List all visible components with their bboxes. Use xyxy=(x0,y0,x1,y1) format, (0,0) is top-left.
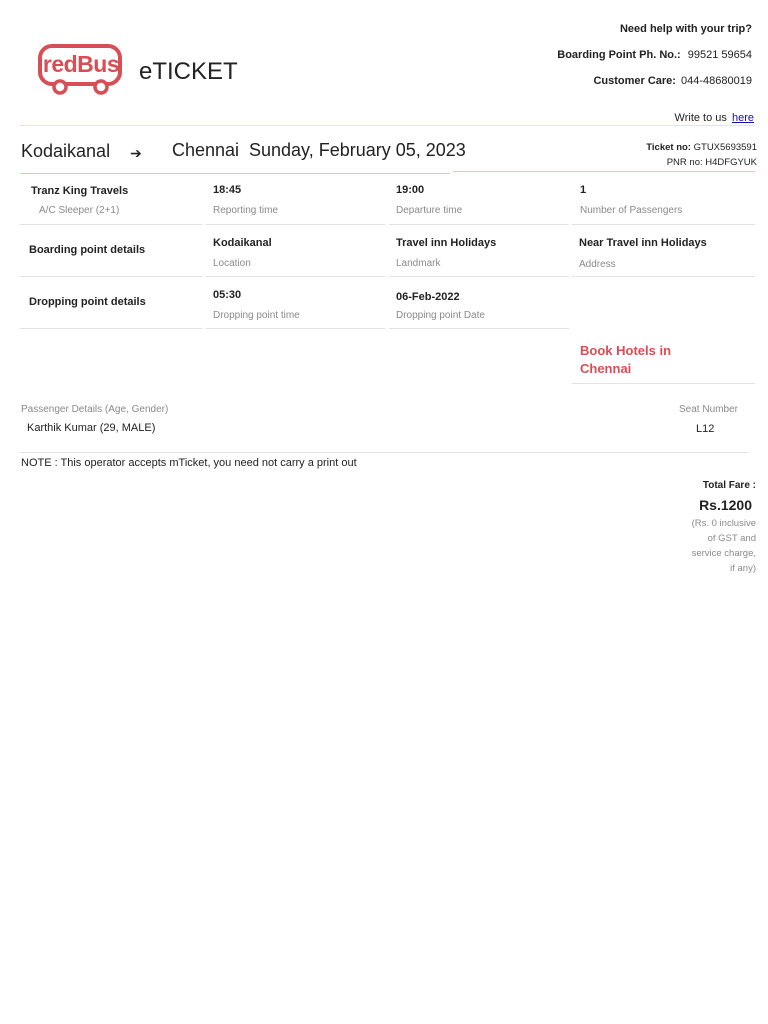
seat-number-label: Seat Number xyxy=(679,404,738,415)
total-fare-label: Total Fare : xyxy=(702,480,756,491)
row3-divider-b xyxy=(205,328,385,329)
boarding-address-label: Address xyxy=(579,259,616,270)
ticket-number xyxy=(646,142,757,153)
pnr-number xyxy=(667,157,757,168)
boarding-location-label: Location xyxy=(213,258,251,269)
row2-divider-b xyxy=(205,276,385,277)
document-title: eTICKET xyxy=(139,58,238,85)
hotels-divider xyxy=(572,383,755,384)
book-hotels-link[interactable] xyxy=(580,342,671,378)
route-arrow-icon: ➔ xyxy=(130,145,142,161)
boarding-address-value: Near Travel inn Holidays xyxy=(579,237,707,249)
journey-date: Sunday, February 05, 2023 xyxy=(249,140,466,160)
seat-number-value: L12 xyxy=(696,423,715,435)
boarding-landmark-value: Travel inn Holidays xyxy=(396,237,497,249)
pnr-value: H4DFGYUK xyxy=(705,157,757,168)
departure-time-label: Departure time xyxy=(396,205,463,216)
row2-divider-c xyxy=(389,276,569,277)
customer-care-value: 044-48680019 xyxy=(681,75,752,87)
logo-wordmark: redBus xyxy=(42,51,120,77)
row1-divider-c xyxy=(389,224,569,225)
reporting-time-value: 18:45 xyxy=(213,184,242,196)
fare-note-line: (Rs. 0 inclusive xyxy=(691,518,756,529)
help-heading: Need help with your trip? xyxy=(619,23,752,35)
route-divider-right xyxy=(453,171,755,172)
boarding-phone-label: Boarding Point Ph. No.: xyxy=(557,49,681,61)
redbus-logo xyxy=(38,43,124,97)
boarding-location-value: Kodaikanal xyxy=(213,237,272,249)
dropping-section-title: Dropping point details xyxy=(29,296,146,308)
row2-divider-a xyxy=(20,276,202,277)
dropping-time-label: Dropping point time xyxy=(213,310,300,321)
fare-note-line: service charge, xyxy=(691,548,756,559)
boarding-section-title: Boarding point details xyxy=(29,244,146,256)
customer-care-row xyxy=(593,75,752,87)
row1-divider-a xyxy=(20,224,202,225)
mticket-note: NOTE : This operator accepts mTicket, you need not carry a print out xyxy=(21,457,357,469)
fare-note xyxy=(692,516,756,576)
passenger-name: Karthik Kumar (29, MALE) xyxy=(27,422,156,434)
header-divider xyxy=(20,125,755,126)
route-from: Kodaikanal xyxy=(21,141,111,161)
row3-divider-a xyxy=(20,328,202,329)
row3-divider-c xyxy=(389,328,569,329)
operator-name: Tranz King Travels xyxy=(31,185,129,197)
passenger-divider xyxy=(20,452,748,453)
boarding-landmark-label: Landmark xyxy=(396,258,441,269)
write-to-us-text: Write to us xyxy=(674,112,727,124)
write-to-us-row xyxy=(675,112,754,124)
passenger-details-label: Passenger Details (Age, Gender) xyxy=(21,404,169,415)
boarding-phone-value: 99521 59654 xyxy=(687,49,752,61)
ticket-number-value: GTUX5693591 xyxy=(693,142,757,153)
row1-divider-b xyxy=(205,224,385,225)
dropping-time-value: 05:30 xyxy=(213,289,242,301)
book-hotels-line2: Chennai xyxy=(580,361,632,376)
fare-note-line: of GST and xyxy=(707,533,756,544)
row1-divider-d xyxy=(572,224,755,225)
fare-note-line: if any) xyxy=(730,563,756,574)
pnr-label: PNR no: xyxy=(666,157,703,168)
customer-care-label: Customer Care: xyxy=(593,75,676,87)
dropping-date-label: Dropping point Date xyxy=(396,310,485,321)
passenger-count-label: Number of Passengers xyxy=(580,205,683,216)
reporting-time-label: Reporting time xyxy=(213,205,279,216)
dropping-date-value: 06-Feb-2022 xyxy=(396,291,460,303)
ticket-number-label: Ticket no: xyxy=(646,142,691,153)
write-to-us-link[interactable]: here xyxy=(731,112,754,124)
passenger-count-value: 1 xyxy=(580,184,587,196)
total-fare-amount: Rs.1200 xyxy=(699,497,752,513)
row2-divider-d xyxy=(572,276,755,277)
route-to: Chennai xyxy=(172,140,240,160)
departure-time-value: 19:00 xyxy=(396,184,425,196)
route-divider-left xyxy=(20,173,450,174)
boarding-phone-row xyxy=(557,49,752,61)
book-hotels-line1: Book Hotels in xyxy=(580,343,672,358)
bus-type: A/C Sleeper (2+1) xyxy=(39,205,120,216)
